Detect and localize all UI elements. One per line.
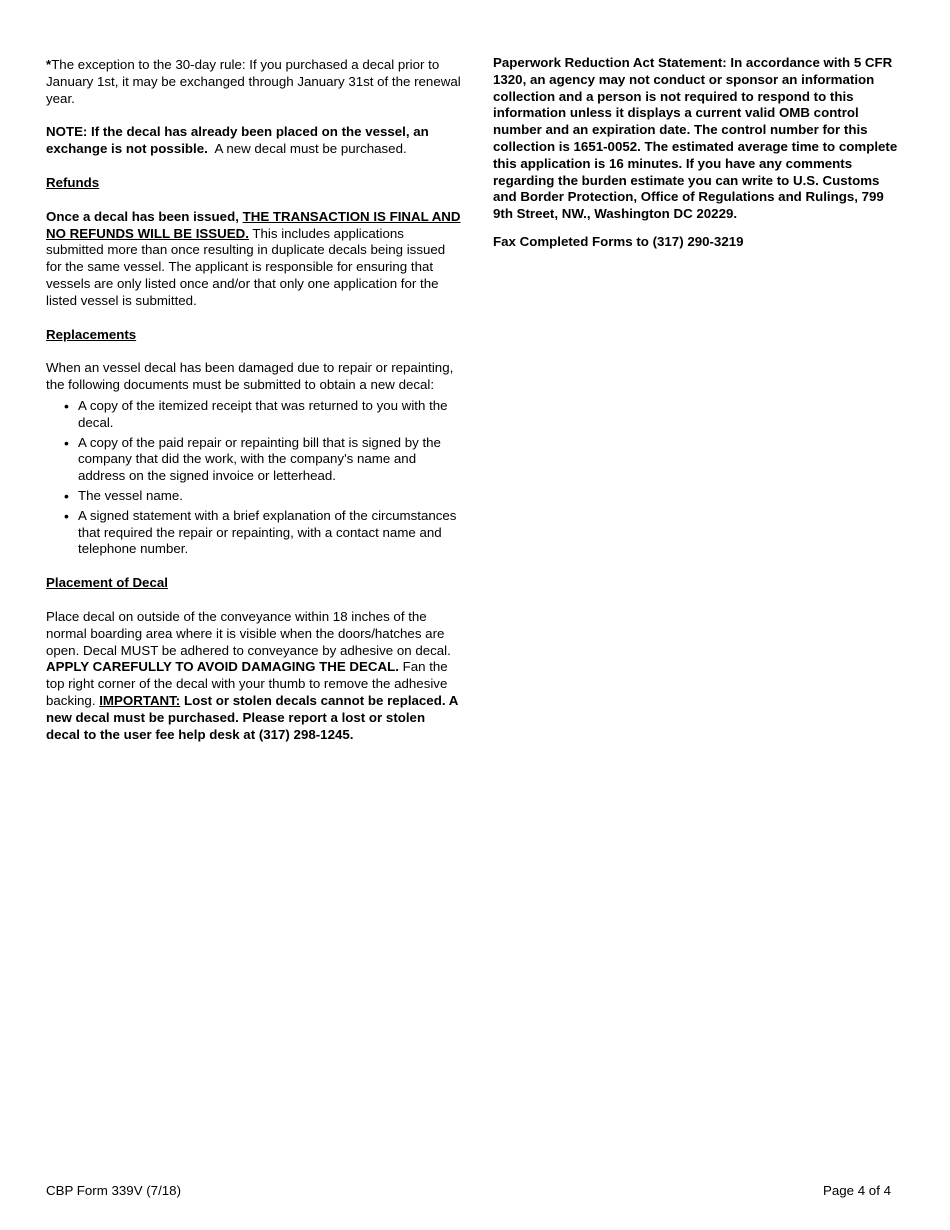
list-item: • A copy of the paid repair or repainting bill that is signed by the company that did the work, with the company's name and address on the signed invoice or letterhead.	[46, 435, 462, 485]
form-identifier: CBP Form 339V (7/18)	[46, 1183, 181, 1198]
note-bold-text: NOTE: If the decal has already been placed on the vessel, an exchange is not possible.	[46, 124, 429, 157]
placement-heading: Placement of Decal	[46, 575, 168, 591]
list-item: • The vessel name.	[46, 488, 462, 505]
lost-stolen-notice: Lost or stolen decals cannot be replaced. A new decal must be purchased. Please report a lost or stolen decal to the user fee help desk at (317) 298-1245.	[46, 692, 458, 742]
left-column	[46, 57, 462, 760]
placement-warning: APPLY CAREFULLY TO AVOID DAMAGING THE DECAL.	[46, 659, 399, 675]
exception-text: The exception to the 30-day rule: If you purchased a decal prior to January 1st, it may be exchanged through January 31st of the renewal year.	[46, 57, 461, 106]
replacements-document-list	[46, 398, 462, 558]
placement-text-1: Place decal on outside of the conveyance within 18 inches of the normal boarding area where it is visible when the doors/hatches are open. Decal MUST be adhered to conveyance by adhesive on decal.	[46, 608, 451, 658]
exception-paragraph	[46, 57, 462, 107]
list-item: • A copy of the itemized receipt that was returned to you with the decal.	[46, 398, 462, 432]
note-paragraph	[46, 124, 462, 158]
exception-marker: *	[46, 57, 52, 72]
page-number: Page 4 of 4	[822, 1183, 891, 1198]
refunds-heading: Refunds	[46, 174, 100, 190]
placement-paragraph	[46, 609, 462, 743]
replacements-intro: When an vessel decal has been damaged due to repair or repainting, the following documents must be submitted to obtain a new decal:	[46, 360, 454, 393]
fax-instructions: Fax Completed Forms to (317) 290-3219	[493, 233, 744, 249]
important-label: IMPORTANT:	[99, 692, 181, 708]
list-item: • A signed statement with a brief explanation of the circumstances that required the repair or repainting, with a contact name and telephone number.	[46, 508, 462, 558]
refunds-final-notice: THE TRANSACTION IS FINAL AND NO REFUNDS WILL BE ISSUED.	[46, 208, 461, 241]
refunds-paragraph	[46, 209, 462, 310]
placement-text-2: Fan the top right corner of the decal with your thumb to remove the adhesive backing.	[46, 659, 448, 708]
refunds-bold-lead: Once a decal has been issued,	[46, 208, 243, 224]
replacements-heading: Replacements	[46, 326, 137, 342]
note-text: A new decal must be purchased.	[214, 141, 407, 157]
right-column	[493, 55, 905, 251]
paperwork-reduction-statement: Paperwork Reduction Act Statement: In accordance with 5 CFR 1320, an agency may not conduct or sponsor an information collection and a person is not required to respond to this information unless it displays a current valid OMB control number and an expiration date. The control number for this collection is 1651-0052. The estimated average time to complete this application is 16 minutes. If you have any comments regarding the burden estimate you can write to U.S. Customs and Border Protection, Office of Regulations and Rulings, 799 9th Street, NW., Washington DC 20229.	[493, 55, 898, 222]
refunds-text: This includes applications submitted more than once resulting in duplicate decals being issued for the same vessel. The applicant is responsible for ensuring that vessels are only listed once and/or that only one application for the listed vessel is submitted.	[46, 225, 446, 308]
